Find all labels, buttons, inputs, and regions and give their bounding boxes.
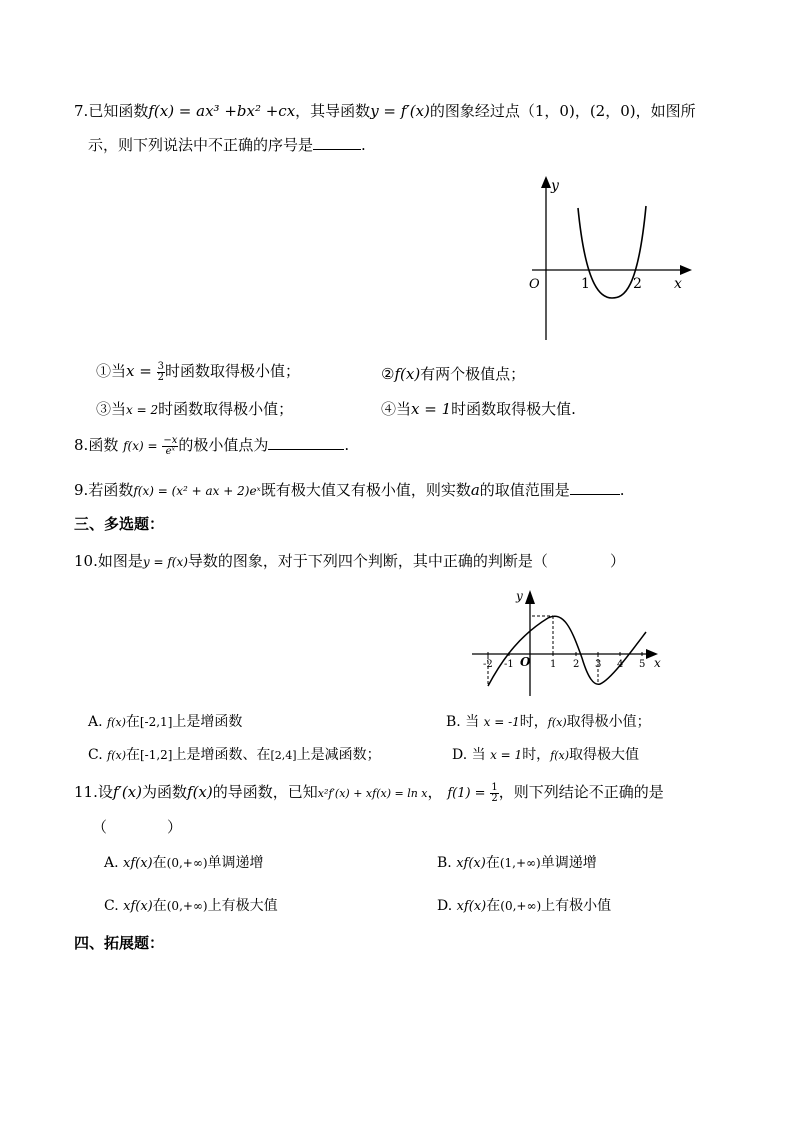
x-axis-arrow xyxy=(680,265,692,275)
x-label: x xyxy=(654,656,661,670)
q11-line1: 11.设f′(x)为函数f(x)的导函数，已知x²f′(x) + xf(x) = ln x， f(1) = $\frac{1}{2}$ ，则下列结论不正确的是 xyxy=(74,781,664,804)
q10-option-B: B. 当 x = -1时，f(x)取得极小值； xyxy=(446,714,651,730)
answer-blank xyxy=(313,148,361,150)
q10-option-D: D. 当 x = 1时，f(x)取得极大值 xyxy=(452,747,640,763)
q7-line1: 7.已知函数f(x) = ax³ +bx² +cx，其导函数y = f′(x)的图象经过点（1，0)，(2，0)，如图所 xyxy=(74,102,696,120)
q11-option-B: B. xf(x)在(1,+∞)单调递增 xyxy=(437,855,597,871)
q11-option-A: A. xf(x)在(0,+∞)单调递增 xyxy=(104,855,264,871)
tick-label-3: 2 xyxy=(573,659,580,670)
y-label: y xyxy=(516,589,523,603)
tick-label-1: -1 xyxy=(504,659,514,670)
tick-label-4: 3 xyxy=(595,659,602,670)
origin-label: O xyxy=(520,655,531,669)
q7-option-3: ③当x = 2时函数取得极小值； xyxy=(96,400,294,418)
tick-label-5: 4 xyxy=(617,659,624,670)
origin-label: O xyxy=(529,277,540,292)
q7-option-2: ②f(x)有两个极值点； xyxy=(381,365,526,383)
q7-derivative-graph xyxy=(520,172,700,344)
answer-blank xyxy=(570,493,620,495)
tick-label-2: 1 xyxy=(550,659,557,670)
q9-line: 9.若函数f(x) = (x² + ax + 2)eˣ既有极大值又有极小值，则实数a的取值范围是 . xyxy=(74,481,625,499)
y-axis-arrow xyxy=(525,590,535,604)
x-label: x xyxy=(674,276,682,292)
q10-option-C: C. f(x)在[-1,2]上是增函数、在[2,4]上是减函数； xyxy=(88,747,381,763)
tick-label-0: -2 xyxy=(483,659,493,670)
q11-option-D: D. xf(x)在(0,+∞)上有极小值 xyxy=(437,898,612,914)
y-label: y xyxy=(551,178,559,194)
q10-line: 10.如图是y = f(x)导数的图象，对于下列四个判断，其中正确的判断是（ ） xyxy=(74,552,625,570)
answer-blank xyxy=(268,448,344,450)
q10-option-A: A. f(x)在[-2,1]上是增函数 xyxy=(88,714,243,730)
q10-derivative-graph xyxy=(468,586,668,698)
derivative-curve xyxy=(488,616,646,686)
tick-2: 2 xyxy=(633,276,642,292)
section-heading-3: 三、多选题： xyxy=(74,515,165,533)
y-axis-arrow xyxy=(541,176,551,188)
q7-line2: 示，则下列说法中不正确的序号是 . xyxy=(88,136,366,154)
q7-option-4: ④当x = 1时函数取得极大值. xyxy=(381,400,576,418)
section-heading-4: 四、拓展题： xyxy=(74,934,165,952)
q8-line: 8.函数 f(x) = $\frac{-x}{\text{eˣ}}$ 的极小值点为 . xyxy=(74,434,350,457)
tick-1: 1 xyxy=(581,276,590,292)
tick-label-6: 5 xyxy=(639,659,646,670)
q11-option-C: C. xf(x)在(0,+∞)上有极大值 xyxy=(104,898,278,914)
q11-answer-paren: （ ） xyxy=(92,818,183,836)
q7-option-1: ①当x = $\frac{3}{2}$ 时函数取得极小值； xyxy=(96,360,300,383)
